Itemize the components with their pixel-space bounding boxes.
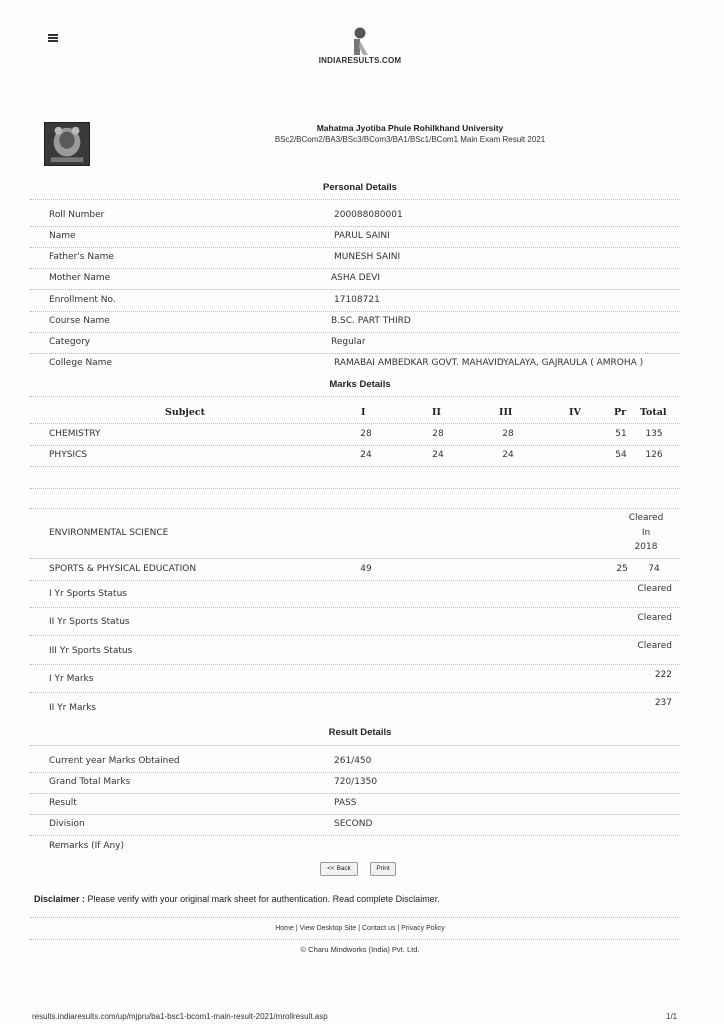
paper-ii-mark: 28	[432, 429, 444, 439]
course-name-label: Course Name	[49, 316, 110, 326]
name-value: PARUL SAINI	[334, 231, 390, 241]
personal-details-title: Personal Details	[323, 182, 397, 193]
enrollment-label: Enrollment No.	[49, 295, 116, 305]
paper-i-mark: 49	[360, 564, 372, 574]
divider	[30, 664, 680, 665]
divider	[30, 396, 680, 397]
status-label: II Yr Marks	[49, 703, 97, 713]
divider	[30, 247, 680, 248]
divider	[30, 289, 680, 290]
page-url: results.indiaresults.com/up/mjpru/ba1-bsc1-bcom1-main-result-2021/mrollresult.asp	[32, 1012, 328, 1021]
exam-title: BSc2/BCom2/BA3/BSc3/BCom3/BA1/BSc1/BCom1 Main Exam Result 2021	[274, 135, 546, 144]
page-number: 1/1	[666, 1012, 678, 1021]
status-value: 222	[654, 670, 672, 680]
divider	[30, 332, 680, 333]
env-status-line-3: 2018	[634, 542, 658, 552]
subject-header: Subject	[165, 407, 206, 418]
divider	[30, 268, 680, 269]
practical-mark: 25	[616, 564, 628, 574]
status-value: Cleared	[637, 641, 672, 651]
paper-ii-mark: 24	[432, 450, 444, 460]
status-value: 237	[654, 698, 672, 708]
total-mark: 135	[645, 429, 663, 439]
divider	[30, 445, 680, 446]
result-value: PASS	[334, 798, 357, 808]
divider	[30, 917, 680, 918]
divider	[30, 580, 680, 581]
divider	[30, 793, 680, 794]
enrollment-value: 17108721	[334, 295, 380, 305]
roll-number-value: 200088080001	[334, 210, 403, 220]
paper-iii-mark: 28	[502, 429, 514, 439]
total-mark: 126	[645, 450, 663, 460]
status-label: II Yr Sports Status	[49, 617, 130, 627]
result-label: Result	[49, 798, 77, 808]
divider	[30, 607, 680, 608]
paper-i-mark: 28	[360, 429, 372, 439]
divider	[30, 635, 680, 636]
divider	[30, 508, 680, 509]
divider	[30, 745, 680, 746]
grand-total-value: 720/1350	[334, 777, 378, 787]
menu-icon[interactable]	[48, 34, 58, 42]
subject-name: ENVIRONMENTAL SCIENCE	[49, 528, 169, 538]
mother-name-label: Mother Name	[49, 273, 111, 283]
divider	[30, 835, 680, 836]
paper-iii-header: III	[499, 407, 513, 418]
total-mark: 74	[648, 564, 660, 574]
divider	[30, 939, 680, 940]
paper-i-mark: 24	[360, 450, 372, 460]
copyright: © Charu Mindworks (India) Pvt. Ltd.	[300, 945, 420, 954]
divider	[30, 772, 680, 773]
course-name-value: B.SC. PART THIRD	[331, 316, 411, 326]
practical-header: Pr	[614, 407, 627, 418]
divider	[30, 226, 680, 227]
paper-iv-header: IV	[569, 407, 581, 418]
print-button[interactable]: Print	[370, 862, 396, 876]
category-label: Category	[49, 337, 91, 347]
status-value: Cleared	[637, 584, 672, 594]
status-label: I Yr Sports Status	[49, 589, 127, 599]
father-name-value: MUNESH SAINI	[334, 252, 401, 262]
back-button[interactable]: << Back	[320, 862, 358, 876]
disclaimer	[34, 894, 440, 904]
paper-i-header: I	[361, 407, 366, 418]
current-marks-label: Current year Marks Obtained	[49, 756, 180, 766]
practical-mark: 51	[615, 429, 627, 439]
subject-name: PHYSICS	[49, 450, 88, 460]
current-marks-value: 261/450	[334, 756, 372, 766]
divider	[30, 466, 680, 467]
divider	[30, 311, 680, 312]
college-name-label: College Name	[49, 358, 112, 368]
divider	[30, 558, 680, 559]
site-name[interactable]: INDIARESULTS.COM	[318, 56, 402, 65]
env-status-line-2: In	[641, 528, 651, 538]
disclaimer-text[interactable]: Please verify with your original mark sheet for authentication. Read complete Disclaimer.	[85, 894, 440, 904]
status-label: I Yr Marks	[49, 674, 94, 684]
status-label: III Yr Sports Status	[49, 646, 133, 656]
result-details-title: Result Details	[328, 727, 392, 738]
divider	[30, 692, 680, 693]
subject-name: SPORTS & PHYSICAL EDUCATION	[49, 564, 197, 574]
divider	[30, 423, 680, 424]
university-name: Mahatma Jyotiba Phule Rohilkhand University	[316, 123, 504, 133]
indiaresults-logo-icon[interactable]	[351, 27, 369, 57]
disclaimer-label: Disclaimer :	[34, 894, 86, 904]
category-value: Regular	[331, 337, 366, 347]
paper-iii-mark: 24	[502, 450, 514, 460]
divider	[30, 353, 680, 354]
university-seal-icon	[44, 122, 90, 166]
env-status-line-1: Cleared	[628, 513, 664, 523]
name-label: Name	[49, 231, 76, 241]
divider	[30, 199, 680, 200]
roll-number-label: Roll Number	[49, 210, 105, 220]
subject-name: CHEMISTRY	[49, 429, 101, 439]
division-label: Division	[49, 819, 85, 829]
status-value: Cleared	[637, 613, 672, 623]
total-header: Total	[640, 407, 667, 418]
grand-total-label: Grand Total Marks	[49, 777, 131, 787]
paper-ii-header: II	[432, 407, 441, 418]
father-name-label: Father's Name	[49, 252, 114, 262]
footer-links[interactable]: Home | View Desktop Site | Contact us | Privacy Policy	[275, 925, 445, 932]
divider	[30, 814, 680, 815]
mother-name-value: ASHA DEVI	[331, 273, 381, 283]
division-value: SECOND	[334, 819, 373, 829]
practical-mark: 54	[615, 450, 627, 460]
divider	[30, 488, 680, 489]
marks-details-title: Marks Details	[329, 379, 391, 390]
college-name-value: RAMABAI AMBEDKAR GOVT. MAHAVIDYALAYA, GAJRAULA ( AMROHA )	[334, 358, 644, 368]
remarks-label: Remarks (If Any)	[49, 841, 125, 851]
